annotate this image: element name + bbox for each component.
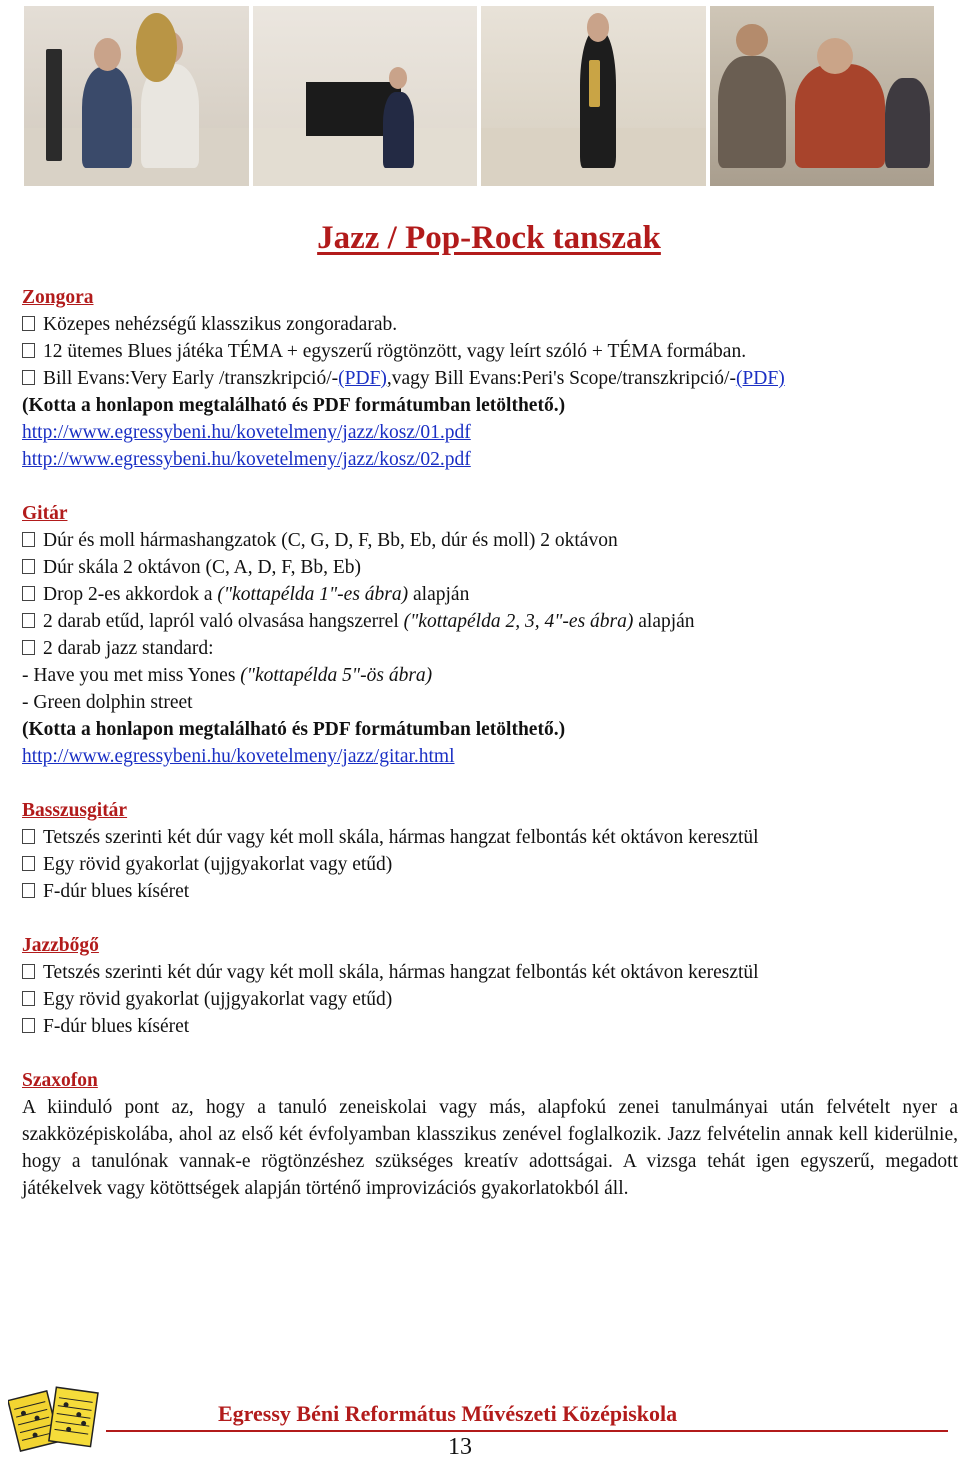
page-footer	[8, 1378, 952, 1464]
pdf-link-peris-scope[interactable]: (PDF)	[735, 368, 785, 389]
section-heading: Gitár	[22, 503, 68, 524]
list-item: Tetszés szerinti két dúr vagy két moll skála, hármas hangzat felbontás két oktávon keresztül	[22, 959, 958, 986]
list-item: Dúr és moll hármashangzatok (C, G, D, F, Bb, Eb, dúr és moll) 2 oktávon	[22, 527, 958, 554]
list-item: 2 darab etűd, lapról való olvasása hangszerrel ("kottapélda 2, 3, 4"-es ábra) alapján	[22, 608, 958, 635]
page-title: Jazz / Pop-Rock tanszak	[317, 220, 661, 256]
list-item: Bill Evans:Very Early /transzkripció/-(PDF),vagy Bill Evans:Peri's Scope/transzkripció/-(PDF)	[22, 365, 958, 392]
checkbox-bullet-icon	[22, 964, 35, 979]
section-heading: Zongora	[22, 287, 94, 308]
footer-divider	[106, 1430, 948, 1432]
footer-school-name: Egressy Béni Református Művészeti Középiskola	[218, 1401, 678, 1426]
list-item: 2 darab jazz standard:	[22, 635, 958, 662]
section-heading: Basszusgitár	[22, 800, 128, 821]
checkbox-bullet-icon	[22, 613, 35, 628]
download-note: (Kotta a honlapon megtalálható és PDF formátumban letölthető.)	[22, 719, 566, 740]
checkbox-bullet-icon	[22, 532, 35, 547]
list-item: 12 ütemes Blues játéka TÉMA + egyszerű rögtönzött, vagy leírt szóló + TÉMA formában.	[22, 338, 958, 365]
szaxofon-paragraph: A kiinduló pont az, hogy a tanuló zeneiskolai vagy más, alapfokú zenei tanulmányai után felvételt nyer a szakközépiskolába, ahol az első két évfolyamban klasszikus zenével foglalkozik. Jazz felvételin annak kell kiderülnie, hogy a tanulónak vannak-e rögtönzéshez szükséges kreatív adottságai. A vizsga tehát igen egyszerű, megadott játékelvek vagy kötöttségek alapján történő improvizációs gyakorlatokból áll.	[22, 1097, 958, 1199]
photo-piano-player	[253, 6, 478, 186]
music-sheets-logo	[8, 1382, 104, 1452]
checkbox-bullet-icon	[22, 559, 35, 574]
list-item: Tetszés szerinti két dúr vagy két moll skála, hármas hangzat felbontás két oktávon keresztül	[22, 824, 958, 851]
checkbox-bullet-icon	[22, 1018, 35, 1033]
photo-strip	[24, 6, 934, 186]
list-item: Dúr skála 2 oktávon (C, A, D, F, Bb, Eb)	[22, 554, 958, 581]
sub-item: - Have you met miss Yones ("kottapélda 5"-ös ábra)	[22, 665, 433, 686]
url-link-kosz-01[interactable]: http://www.egressybeni.hu/kovetelmeny/jazz/kosz/01.pdf	[22, 422, 471, 443]
list-item: Drop 2-es akkordok a ("kottapélda 1"-es ábra) alapján	[22, 581, 958, 608]
list-item: F-dúr blues kíséret	[22, 1013, 958, 1040]
photo-audience	[710, 6, 935, 186]
section-szaxofon	[22, 1067, 958, 1202]
url-link-gitar[interactable]: http://www.egressybeni.hu/kovetelmeny/jazz/gitar.html	[22, 746, 455, 767]
section-zongora	[22, 284, 958, 473]
section-gitar	[22, 500, 958, 770]
checkbox-bullet-icon	[22, 343, 35, 358]
list-item: Egy rövid gyakorlat (ujjgyakorlat vagy etűd)	[22, 986, 958, 1013]
sub-item: - Green dolphin street	[22, 692, 193, 713]
section-heading: Szaxofon	[22, 1070, 98, 1091]
page-number: 13	[448, 1434, 472, 1460]
checkbox-bullet-icon	[22, 586, 35, 601]
pdf-link-very-early[interactable]: (PDF)	[338, 368, 387, 389]
checkbox-bullet-icon	[22, 316, 35, 331]
content	[22, 284, 958, 1229]
list-item: Közepes nehézségű klasszikus zongoradarab.	[22, 311, 958, 338]
section-basszusgitar	[22, 797, 958, 905]
checkbox-bullet-icon	[22, 991, 35, 1006]
checkbox-bullet-icon	[22, 640, 35, 655]
url-link-kosz-02[interactable]: http://www.egressybeni.hu/kovetelmeny/jazz/kosz/02.pdf	[22, 449, 471, 470]
photo-trumpet-horn-players	[24, 6, 249, 186]
checkbox-bullet-icon	[22, 370, 35, 385]
section-heading: Jazzbőgő	[22, 935, 99, 956]
checkbox-bullet-icon	[22, 829, 35, 844]
list-item: Egy rövid gyakorlat (ujjgyakorlat vagy etűd)	[22, 851, 958, 878]
checkbox-bullet-icon	[22, 856, 35, 871]
download-note: (Kotta a honlapon megtalálható és PDF formátumban letölthető.)	[22, 395, 566, 416]
photo-saxophone-player	[481, 6, 706, 186]
section-jazzbogo	[22, 932, 958, 1040]
checkbox-bullet-icon	[22, 883, 35, 898]
list-item: F-dúr blues kíséret	[22, 878, 958, 905]
